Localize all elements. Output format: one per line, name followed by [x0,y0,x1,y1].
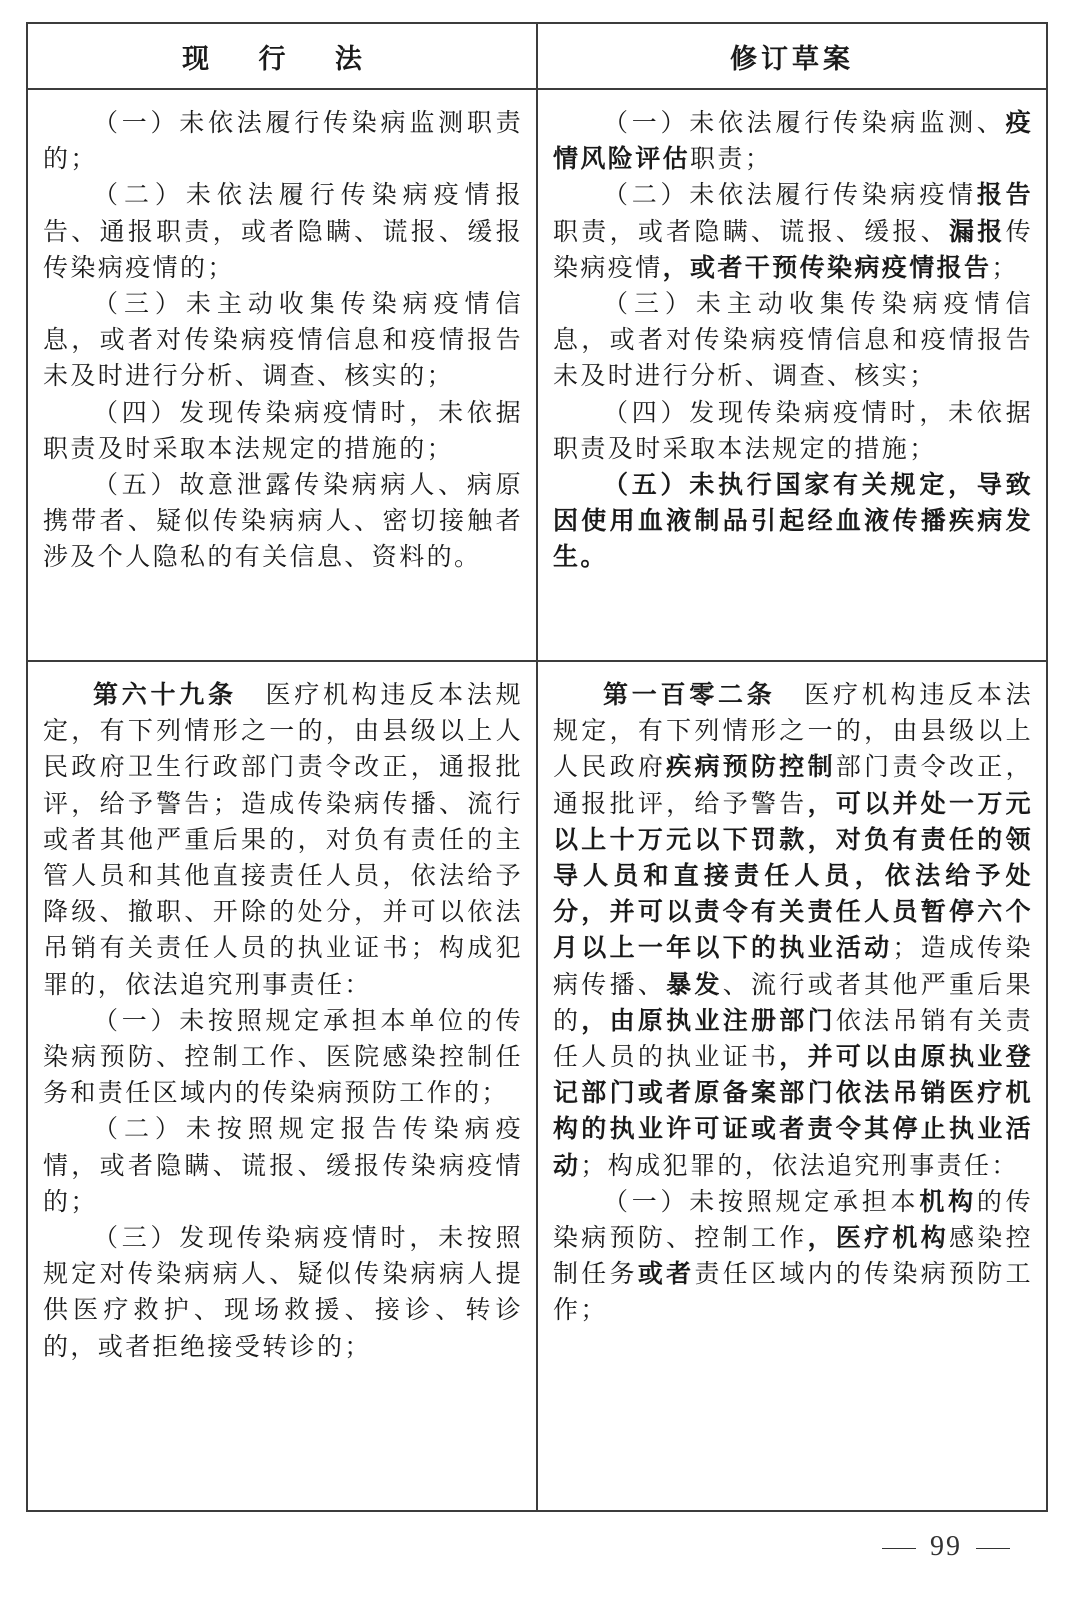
header-current-law: 现 行 法 [27,23,537,89]
header-revised-draft: 修订草案 [537,23,1047,89]
bold-text: 机构 [919,1186,977,1216]
text-segment: 感染控制任务 [553,1223,1033,1289]
text-segment: （一）未按照规定承担本 [603,1186,920,1216]
text-segment: 职责，或者隐瞒、谎报、缓报、 [553,216,950,246]
text-segment: （三）发现传染病疫情时，未按照规定对传染病病人、疑似传染病病人提供医疗救护、现场救援、接诊、转诊的，或者拒绝接受转诊的； [43,1223,523,1361]
current-law-cell [27,661,537,1511]
table-header-row [27,23,1047,89]
dash-decoration [882,1548,916,1549]
paragraph [43,286,523,395]
page-number [868,1531,1024,1563]
paragraph [43,105,523,177]
paragraph [43,677,523,1003]
text-segment: 医疗机构违反本法规定，有下列情形之一的，由县级以上人民政府卫生行政部门责令改正，通报批评，给予警告；造成传染病传播、流行或者其他严重后果的，对负有责任的主管人员和其他直接责任人员，依法给予降级、撤职、开除的处分，并可以依法吊销有关责任人员的执业证书；构成犯罪的，依法追究刑事责任： [43,680,523,999]
paragraph [43,1111,523,1220]
text-segment: 医疗机构违反本法规定，有下列情形之一的，由县级以上人民政府 [553,680,1033,782]
bold-text: 漏报 [949,216,1006,246]
paragraph [43,1220,523,1365]
bold-text: 暴发 [666,969,723,999]
revised-draft-cell [537,89,1047,661]
text-segment: 依法吊销有关责任人员的执业证书 [553,1005,1033,1072]
bold-text: （五）未执行国家有关规定，导致因使用血液制品引起经血液传播疾病发生。 [553,470,1033,572]
text-segment: 责任区域内的传染病预防工作； [553,1259,1033,1325]
paragraph [43,177,523,286]
table-row [27,89,1047,661]
bold-text: ，或者干预传染病疫情报告 [662,252,992,282]
text-segment: 职责； [690,144,773,174]
text-segment: （二）未依法履行传染病疫情报告、通报职责，或者隐瞒、谎报、缓报传染病疫情的； [43,180,523,282]
paragraph [553,677,1033,1184]
page-number-text: 99 [930,1531,962,1562]
text-segment: （五）故意泄露传染病病人、病原携带者、疑似传染病病人、密切接触者涉及个人隐私的有关信息、资料的。 [43,470,523,572]
paragraph [553,105,1033,177]
current-law-cell [27,89,537,661]
paragraph [553,1184,1033,1329]
bold-text: ，并可以由原执业登记部门或者原备案部门依法吊销医疗机构的执业许可证或者责令其停止执业活动 [553,1042,1033,1180]
text-segment: （四）发现传染病疫情时，未依据职责及时采取本法规定的措施的； [43,397,523,463]
text-segment: ；造成传染病传播、 [553,933,1033,999]
bold-text: 报告 [976,180,1034,210]
text-segment: （四）发现传染病疫情时，未依据职责及时采取本法规定的措施； [553,397,1033,463]
text-segment: （三）未主动收集传染病疫情信息，或者对传染病疫情信息和疫情报告未及时进行分析、调查、核实的； [43,289,523,391]
paragraph [43,467,523,576]
text-segment: 的传染病预防、控制工作 [553,1186,1033,1253]
bold-text: 第六十九条 [93,680,237,709]
comparison-table [26,22,1048,1512]
text-segment: ；构成犯罪的，依法追究刑事责任： [580,1150,1019,1180]
paragraph [553,177,1033,286]
dash-decoration [976,1548,1010,1549]
text-segment: （二）未按照规定报告传染病疫情，或者隐瞒、谎报、缓报传染病疫情的； [43,1114,523,1216]
bold-text: 第一百零二条 [603,680,776,709]
bold-text: ，医疗机构 [807,1223,950,1253]
text-segment: 传染病疫情 [553,216,1033,282]
text-segment: 、流行或者其他严重后果的 [553,969,1033,1035]
text-segment: （二）未依法履行传染病疫情 [603,180,977,210]
text-segment: （一）未按照规定承担本单位的传染病预防、控制工作、医院感染控制任务和责任区域内的传染病预防工作的； [43,1005,523,1108]
bold-text: 疫情风险评估 [553,108,1033,174]
paragraph [553,467,1033,576]
text-segment: （一）未依法履行传染病监测职责的； [43,108,523,174]
text-segment: （一）未依法履行传染病监测、 [603,108,1006,137]
paragraph [43,395,523,467]
paragraph [553,395,1033,467]
bold-text: 疾病预防控制 [666,752,836,782]
bold-text: ，可以并处一万元以上十万元以下罚款，对负有责任的领导人员和直接责任人员，依法给予处分，并可以责令有关责任人员暂停六个月以上一年以下的执业活动 [553,788,1034,963]
text-segment: ； [991,252,1019,282]
bold-text: ，由原执业注册部门 [581,1005,836,1035]
paragraph [553,286,1033,395]
table-row [27,661,1047,1511]
paragraph [43,1003,523,1112]
text-segment: 部门责令改正，通报批评，给予警告 [553,752,1033,818]
bold-text: 或者 [637,1259,695,1289]
revised-draft-cell [537,661,1047,1511]
text-segment: （三）未主动收集传染病疫情信息，或者对传染病疫情信息和疫情报告未及时进行分析、调查、核实； [553,289,1033,391]
